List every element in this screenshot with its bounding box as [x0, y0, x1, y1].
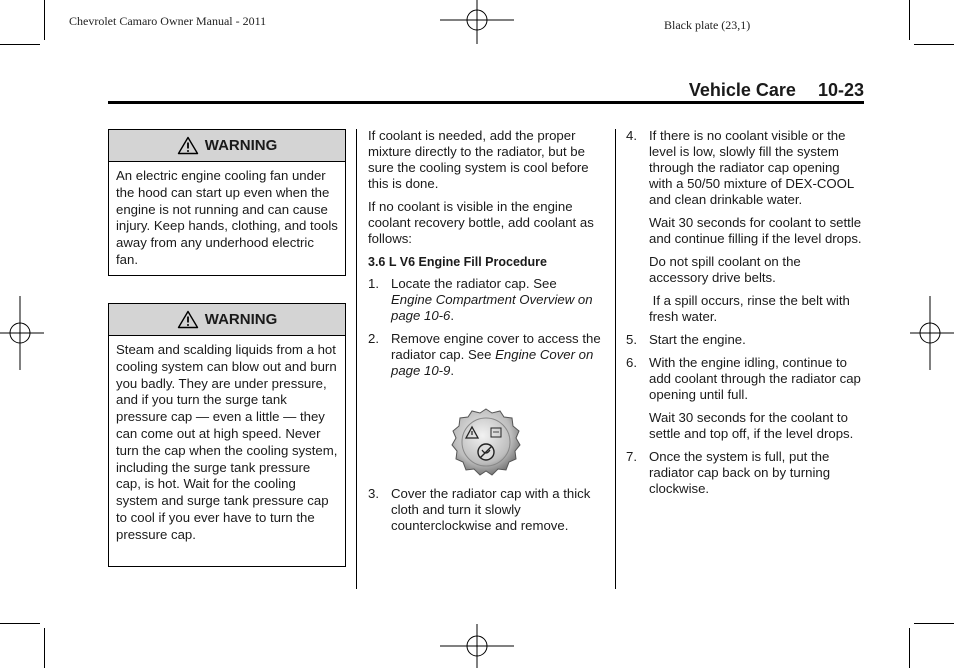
step-item — [626, 355, 862, 403]
crop-mark — [909, 628, 910, 668]
manual-title: Chevrolet Camaro Owner Manual - 2011 — [69, 14, 267, 28]
crop-mark — [44, 628, 45, 668]
step-number: 7. — [626, 449, 637, 464]
crop-mark — [0, 623, 40, 624]
step-note: If a spill occurs, rinse the belt with fresh water. — [649, 293, 854, 324]
radiator-cap-illustration — [368, 386, 604, 486]
step-number: 6. — [626, 355, 637, 370]
registration-mark-right — [910, 296, 954, 370]
step-item — [626, 128, 862, 208]
step-note: Wait 30 seconds for the coolant to settle and top off, if the level drops. — [649, 410, 854, 441]
column-middle — [368, 128, 604, 541]
paragraph: If coolant is needed, add the proper mixture directly to the radiator, but be sure the cooling system is cool before this is done. — [368, 128, 589, 191]
section-title — [689, 80, 864, 101]
warning-triangle-icon — [177, 136, 199, 155]
step-tail: . — [450, 363, 455, 378]
step-text: Once the system is full, put the radiator cap back on by turning clockwise. — [649, 449, 831, 496]
warning-box — [108, 129, 346, 276]
warning-label: WARNING — [204, 137, 278, 154]
step-text: Remove engine cover to access the radiator cap. See — [391, 331, 601, 362]
step-item — [368, 276, 604, 324]
step-text: Start the engine. — [649, 332, 746, 347]
registration-mark-bottom — [440, 624, 514, 668]
column-divider — [356, 129, 357, 589]
column-right — [626, 128, 862, 504]
page-number: 10-23 — [817, 80, 864, 100]
step-item — [626, 332, 862, 348]
warning-text: Steam and scalding liquids from a hot cooling system can blow out and burn you badly. They are under pressure, and if you turn the surge tank pressure cap — even a little — they can come out at high speed. Never turn the cap when the cooling system, including the surge tank pressure cap, is hot. Wait for the cooling system and surge tank pressure cap to cool if you ever have to turn the pressure cap. — [116, 342, 338, 542]
plate-label: Black plate (23,1) — [664, 18, 751, 32]
step-number: 1. — [368, 276, 379, 291]
step-note: Wait 30 seconds for coolant to settle and continue filling if the level drops. — [649, 215, 862, 246]
step-item — [626, 449, 862, 497]
step-text: If there is no coolant visible or the level is low, slowly fill the system through the radiator cap opening with a 50/50 mixture of DEX-COOL and clean drinkable water. — [649, 128, 854, 207]
warning-header — [109, 130, 345, 162]
section-name: Vehicle Care — [688, 80, 796, 100]
warning-label: WARNING — [204, 311, 278, 328]
paragraph: If no coolant is visible in the engine coolant recovery bottle, add coolant as follows: — [368, 199, 594, 246]
step-item — [368, 331, 604, 379]
registration-mark-left — [0, 296, 44, 370]
crop-mark — [914, 44, 954, 45]
crop-mark — [909, 0, 910, 40]
step-number: 4. — [626, 128, 637, 143]
warning-text: An electric engine cooling fan under the hood can start up even when the engine is not running and can cause injury. Keep hands, clothing, and tools away from any underhood electric fan. — [116, 168, 338, 267]
step-text: Locate the radiator cap. See — [391, 276, 557, 291]
warning-triangle-icon — [177, 310, 199, 329]
registration-mark-top — [440, 0, 514, 44]
step-number: 2. — [368, 331, 379, 346]
step-text: With the engine idling, continue to add coolant through the radiator cap opening until full. — [649, 355, 861, 402]
step-item — [368, 486, 604, 534]
crop-mark — [914, 623, 954, 624]
cross-reference: Engine Cover on page 10-9 — [391, 347, 594, 378]
step-number: 3. — [368, 486, 379, 501]
step-tail: . — [450, 308, 455, 323]
procedure-heading: 3.6 L V6 Engine Fill Procedure — [368, 255, 547, 269]
step-note: Do not spill coolant on the accessory drive belts. — [649, 254, 801, 285]
radiator-cap-icon — [450, 406, 522, 478]
header-rule — [108, 101, 864, 104]
crop-mark — [0, 44, 40, 45]
warning-box — [108, 303, 346, 567]
crop-mark — [44, 0, 45, 40]
cross-reference: Engine Compartment Overview on page 10-6 — [391, 292, 593, 323]
warning-header — [109, 304, 345, 336]
column-divider — [615, 129, 616, 589]
step-text: Cover the radiator cap with a thick cloth and turn it slowly counterclockwise and remove. — [391, 486, 591, 533]
step-number: 5. — [626, 332, 637, 347]
